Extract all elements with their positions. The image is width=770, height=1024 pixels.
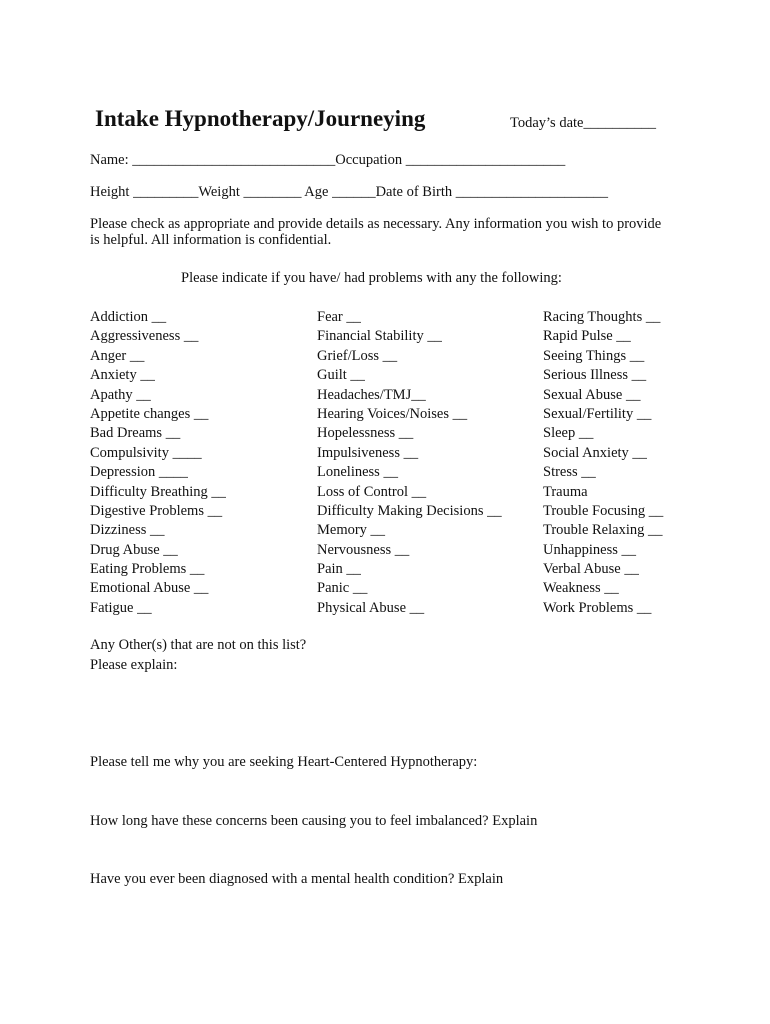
- checklist-item[interactable]: Trouble Focusing __: [543, 502, 664, 519]
- checklist-item[interactable]: Aggressiveness __: [90, 328, 199, 345]
- checklist-item[interactable]: Apathy __: [90, 386, 151, 403]
- checklist-item[interactable]: Sexual Abuse __: [543, 386, 641, 403]
- height-weight-age-dob-line[interactable]: Height _________Weight ________ Age ______Date of Birth _____________________: [90, 184, 608, 200]
- checklist-item[interactable]: Serious Illness __: [543, 367, 647, 384]
- why-seeking-question: Please tell me why you are seeking Heart-Centered Hypnotherapy:: [90, 754, 478, 770]
- checklist-item[interactable]: Memory __: [317, 522, 386, 539]
- checklist-item[interactable]: Social Anxiety __: [543, 444, 647, 461]
- intro-paragraph: Please check as appropriate and provide details as necessary. Any information you wish to provide is helpful. All information is confidential.: [90, 216, 662, 248]
- todays-date-field[interactable]: Today’s date__________: [510, 115, 656, 131]
- checklist-item[interactable]: Work Problems __: [543, 599, 652, 616]
- checklist-item[interactable]: Hearing Voices/Noises __: [317, 405, 468, 422]
- checklist-item[interactable]: Digestive Problems __: [90, 502, 223, 519]
- checklist-item[interactable]: Emotional Abuse __: [90, 580, 209, 597]
- checklist-item[interactable]: Fear __: [317, 309, 361, 325]
- name-occupation-line[interactable]: Name: ____________________________Occupation ______________________: [90, 152, 566, 168]
- checklist-item[interactable]: Fatigue __: [90, 599, 152, 616]
- checklist-item[interactable]: Anxiety __: [90, 367, 155, 384]
- please-explain-label: Please explain:: [90, 657, 178, 673]
- checklist-item[interactable]: Verbal Abuse __: [543, 561, 639, 578]
- checklist-item[interactable]: Eating Problems __: [90, 561, 205, 578]
- page-title: Intake Hypnotherapy/Journeying: [95, 106, 426, 131]
- checklist-item[interactable]: Stress __: [543, 464, 596, 481]
- how-long-question: How long have these concerns been causing you to feel imbalanced? Explain: [90, 813, 538, 829]
- checklist-item[interactable]: Trouble Relaxing __: [543, 522, 663, 539]
- checklist-item[interactable]: Seeing Things __: [543, 347, 645, 364]
- checklist-item[interactable]: Financial Stability __: [317, 328, 442, 345]
- checklist-item[interactable]: Addiction __: [90, 309, 167, 325]
- problems-column-1: [90, 308, 226, 618]
- checklist-item[interactable]: Dizziness __: [90, 522, 165, 539]
- checklist-item[interactable]: Loneliness __: [317, 464, 398, 481]
- checklist-item[interactable]: Nervousness __: [317, 541, 410, 558]
- checklist-item[interactable]: Bad Dreams __: [90, 425, 181, 442]
- problems-column-3: [543, 308, 663, 618]
- checklist-item[interactable]: Pain __: [317, 561, 361, 578]
- checklist-item[interactable]: Racing Thoughts __: [543, 309, 661, 325]
- checklist-item[interactable]: Headaches/TMJ__: [317, 386, 426, 403]
- checklist-item[interactable]: Sexual/Fertility __: [543, 405, 652, 422]
- checklist-item[interactable]: Panic __: [317, 580, 368, 597]
- indicate-instructions: Please indicate if you have/ had problems with any the following:: [181, 270, 562, 286]
- checklist-item[interactable]: Drug Abuse __: [90, 541, 178, 558]
- checklist-item[interactable]: Trauma: [543, 483, 588, 500]
- checklist-item[interactable]: Compulsivity ____: [90, 444, 202, 461]
- checklist-item[interactable]: Rapid Pulse __: [543, 328, 631, 345]
- checklist-item[interactable]: Loss of Control __: [317, 483, 427, 500]
- diagnosed-question: Have you ever been diagnosed with a mental health condition? Explain: [90, 871, 504, 887]
- checklist-item[interactable]: Grief/Loss __: [317, 347, 398, 364]
- checklist-item[interactable]: Guilt __: [317, 367, 365, 384]
- checklist-item[interactable]: Physical Abuse __: [317, 599, 425, 616]
- checklist-item[interactable]: Difficulty Making Decisions __: [317, 502, 502, 519]
- other-issues-question: Any Other(s) that are not on this list?: [90, 637, 307, 653]
- checklist-item[interactable]: Hopelessness __: [317, 425, 414, 442]
- checklist-item[interactable]: Sleep __: [543, 425, 594, 442]
- checklist-item[interactable]: Impulsiveness __: [317, 444, 419, 461]
- checklist-item[interactable]: Unhappiness __: [543, 541, 637, 558]
- checklist-item[interactable]: Weakness __: [543, 580, 619, 597]
- checklist-item[interactable]: Difficulty Breathing __: [90, 483, 226, 500]
- problems-column-2: [317, 308, 502, 618]
- checklist-item[interactable]: Depression ____: [90, 464, 188, 481]
- checklist-item[interactable]: Appetite changes __: [90, 405, 209, 422]
- checklist-item[interactable]: Anger __: [90, 347, 145, 364]
